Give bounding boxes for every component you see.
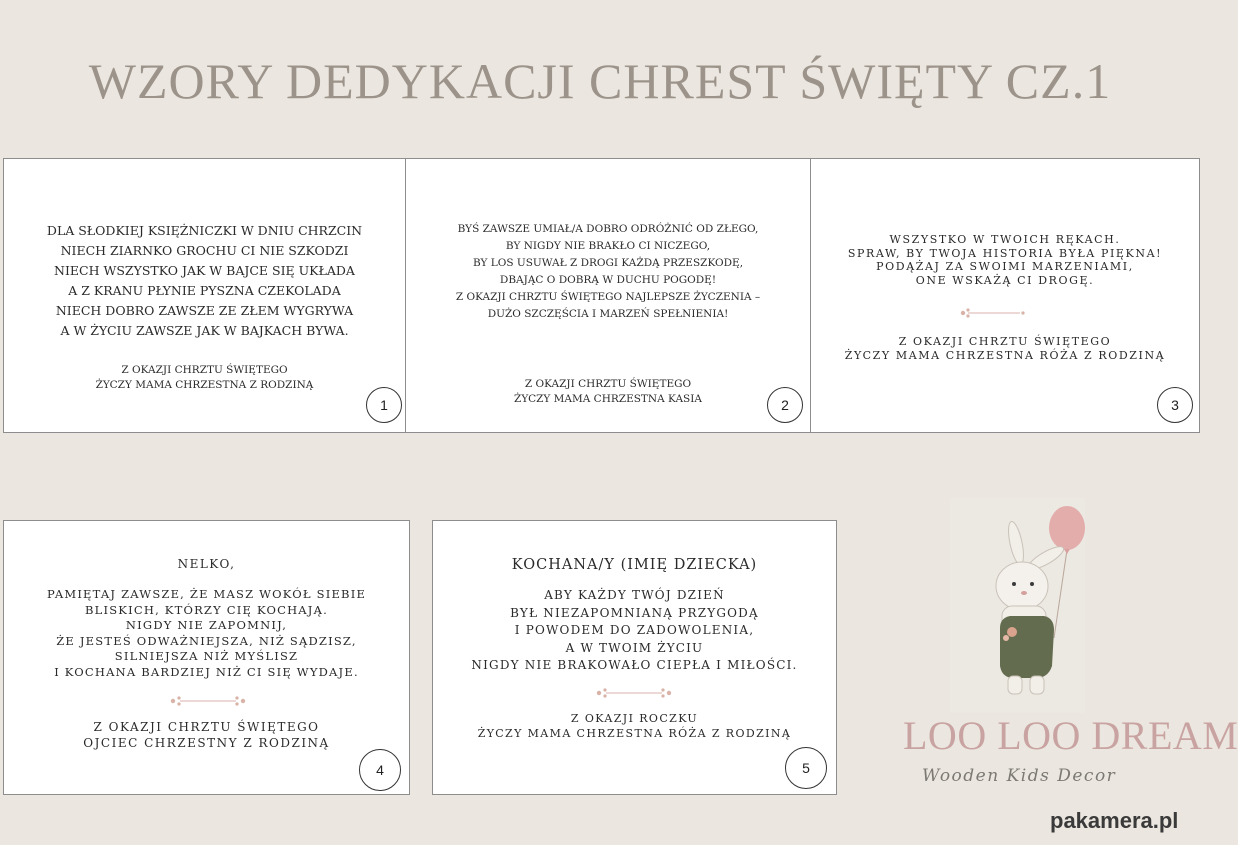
verse-line: I KOCHANA BARDZIEJ NIŻ CI SIĘ WYDAJE. — [54, 664, 359, 679]
verse-line: SILNIEJSZA NIŻ MYŚLISZ — [114, 649, 299, 663]
verse-line: DLA SŁODKIEJ KSIĘŻNICZKI W DNIU CHRZCIN — [46, 223, 363, 238]
card-number-badge: 3 — [1157, 387, 1193, 423]
brand-logo: LOO LOO DREAM — [903, 713, 1238, 758]
card-5-verse — [433, 587, 836, 675]
card-1-verse — [4, 221, 405, 341]
card-4-verse — [4, 587, 409, 680]
verse-line: A W TWOIM ŻYCIU — [565, 640, 704, 655]
verse-line: NIGDY NIE BRAKOWAŁO CIEPŁA I MIŁOŚCI. — [471, 658, 798, 672]
verse-line: SPRAW, BY TWOJA HISTORIA BYŁA PIĘKNA! — [847, 246, 1163, 260]
footer-line: ŻYCZY MAMA CHRZESTNA Z RODZINĄ — [95, 379, 314, 391]
dedication-card-3 — [810, 158, 1200, 433]
verse-line: DBAJĄC O DOBRĄ W DUCHU POGODĘ! — [499, 274, 717, 286]
verse-line: ABY KAŻDY TWÓJ DZIEŃ — [544, 588, 725, 602]
page-title: WZORY DEDYKACJI CHREST ŚWIĘTY CZ.1 — [88, 53, 1112, 109]
verse-line: BY NIGDY NIE BRAKŁO CI NICZEGO, — [505, 240, 711, 252]
card-4-footer — [4, 719, 409, 751]
verse-line: BYŁ NIEZAPOMNIANĄ PRZYGODĄ — [510, 605, 759, 620]
dedication-card-5 — [432, 520, 837, 795]
footer-line: ŻYCZY MAMA CHRZESTNA KASIA — [514, 393, 702, 405]
footer-line: Z OKAZJI CHRZTU ŚWIĘTEGO — [93, 720, 320, 734]
verse-line: ONE WSKAŻĄ CI DROGĘ. — [915, 273, 1095, 287]
card-number-badge: 2 — [767, 387, 803, 423]
verse-line: PAMIĘTAJ ZAWSZE, ŻE MASZ WOKÓŁ SIEBIE — [46, 587, 367, 601]
verse-line: I POWODEM DO ZADOWOLENIA, — [514, 623, 755, 637]
verse-line: BYŚ ZAWSZE UMIAŁ/A DOBRO ODRÓŻNIĆ OD ZŁEGO, — [457, 223, 759, 235]
footer-line: Z OKAZJI CHRZTU ŚWIĘTEGO — [898, 335, 1112, 348]
verse-line: NIECH DOBRO ZAWSZE ZE ZŁEM WYGRYWA — [55, 303, 354, 318]
floral-divider-icon — [958, 307, 1028, 319]
verse-line: Z OKAZJI CHRZTU ŚWIĘTEGO NAJLEPSZE ŻYCZENIA – — [455, 291, 761, 303]
card-2-footer — [406, 377, 810, 407]
footer-line: Z OKAZJI ROCZKU — [570, 712, 699, 725]
footer-line: ŻYCZY MAMA CHRZESTNA RÓŻA Z RODZINĄ — [844, 349, 1166, 362]
verse-line: WSZYSTKO W TWOICH RĘKACH. — [889, 233, 1121, 246]
verse-line: A Z KRANU PŁYNIE PYSZNA CZEKOLADA — [68, 283, 341, 298]
floral-divider-icon — [594, 687, 674, 699]
card-5-greeting: KOCHANA/Y (IMIĘ DZIECKA) — [511, 557, 758, 573]
dedication-card-2 — [405, 158, 811, 433]
floral-divider-icon — [168, 695, 248, 707]
site-watermark: pakamera.pl — [1050, 808, 1179, 833]
brand-tagline: Wooden Kids Decor — [922, 766, 1117, 786]
verse-line: A W ŻYCIU ZAWSZE JAK W BAJKACH BYWA. — [60, 323, 349, 338]
card-4-greeting: NELKO, — [177, 557, 236, 571]
footer-line: Z OKAZJI CHRZTU ŚWIĘTEGO — [524, 378, 692, 390]
verse-line: DUŻO SZCZĘŚCIA I MARZEŃ SPEŁNIENIA! — [487, 308, 729, 320]
verse-line: BY LOS USUWAŁ Z DROGI KAŻDĄ PRZESZKODĘ, — [472, 257, 744, 269]
footer-line: OJCIEC CHRZESTNY Z RODZINĄ — [83, 736, 330, 750]
verse-line: BLISKICH, KTÓRZY CIĘ KOCHAJĄ. — [85, 602, 328, 617]
card-2-verse — [406, 221, 810, 323]
verse-line: NIECH ZIARNKO GROCHU CI NIE SZKODZI — [60, 243, 349, 258]
verse-line: NIECH WSZYSTKO JAK W BAJCE SIĘ UKŁADA — [54, 263, 355, 278]
card-number-badge: 4 — [359, 749, 401, 791]
bunny-balloon-illustration — [950, 498, 1100, 713]
footer-line: ŻYCZY MAMA CHRZESTNA RÓŻA Z RODZINĄ — [477, 727, 792, 740]
card-5-footer — [433, 711, 836, 741]
verse-line: ŻE JESTEŚ ODWAŻNIEJSZA, NIŻ SĄDZISZ, — [56, 633, 357, 648]
card-1-footer — [4, 363, 405, 393]
verse-line: PODĄŻAJ ZA SWOIMI MARZENIAMI, — [876, 260, 1134, 273]
verse-line: NIGDY NIE ZAPOMNIJ, — [125, 618, 288, 632]
dedication-card-4 — [3, 520, 410, 795]
card-3-verse — [811, 233, 1199, 287]
dedication-card-1 — [3, 158, 406, 433]
card-number-badge: 1 — [366, 387, 402, 423]
card-3-footer — [811, 335, 1199, 363]
footer-line: Z OKAZJI CHRZTU ŚWIĘTEGO — [121, 364, 288, 376]
card-number-badge: 5 — [785, 747, 827, 789]
